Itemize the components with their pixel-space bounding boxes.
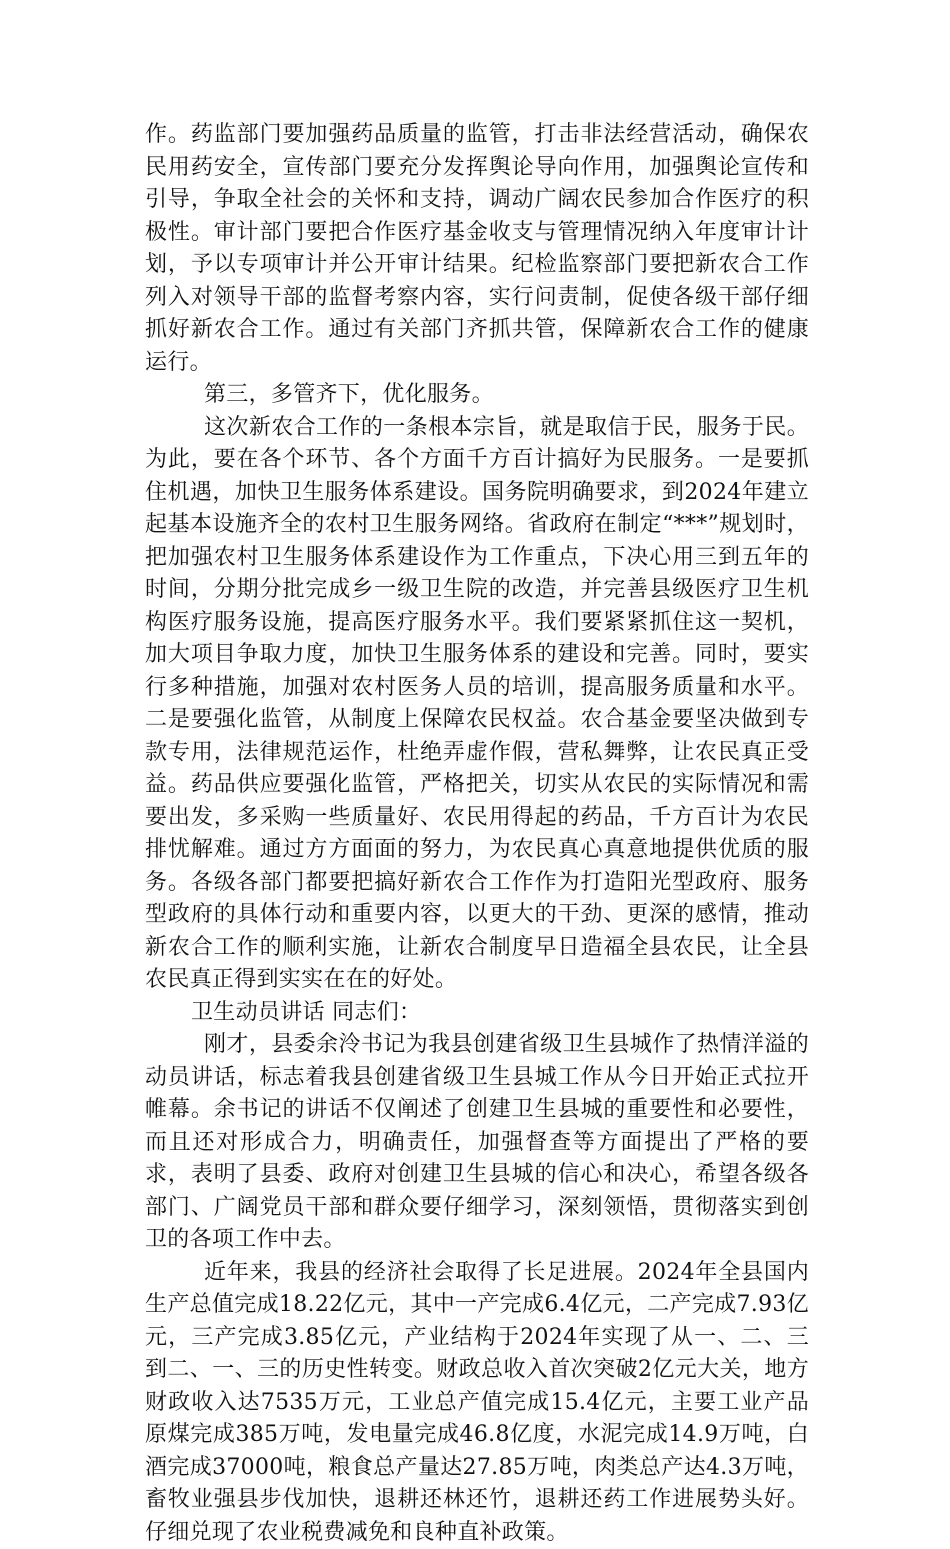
paragraph-speech-title: 卫生动员讲话 同志们： xyxy=(145,997,809,1030)
paragraph-service: 这次新农合工作的一条根本宗旨，就是取信于民，服务于民。为此，要在各个环节、各个方面千方百计搞好为民服务。一是要抓住机遇，加快卫生服务体系建设。国务院明确要求，到2024年建立起基本设施齐全的农村卫生服务网络。省政府在制定“***”规划时，把加强农村卫生服务体系建设作为工作重点，下决心用三到五年的时间，分期分批完成乡一级卫生院的改造，并完善县级医疗卫生机构医疗服务设施，提高医疗服务水平。我们要紧紧抓住这一契机，加大项目争取力度，加快卫生服务体系的建设和完善。同时，要实行多种措施，加强对农村医务人员的培训，提高服务质量和水平。二是要强化监管，从制度上保障农民权益。农合基金要坚决做到专款专用，法律规范运作，杜绝弄虚作假，营私舞弊，让农民真正受益。药品供应要强化监管，严格把关，切实从农民的实际情况和需要出发，多采购一些质量好、农民用得起的药品，千方百计为农民排忧解难。通过方方面面的努力，为农民真心真意地提供优质的服务。各级各部门都要把搞好新农合工作作为打造阳光型政府、服务型政府的具体行动和重要内容，以更大的干劲、更深的感情，推动新农合工作的顺利实施，让新农合制度早日造福全县农民，让全县农民真正得到实实在在的好处。 xyxy=(145,412,809,997)
paragraph-heading-third: 第三，多管齐下，优化服务。 xyxy=(145,379,809,412)
paragraph-mobilization: 刚才，县委余泠书记为我县创建省级卫生县城作了热情洋溢的动员讲话，标志着我县创建省级卫生县城工作从今日开始正式拉开帷幕。余书记的讲话不仅阐述了创建卫生县城的重要性和必要性，而且还对形成合力，明确责任，加强督查等方面提出了严格的要求，表明了县委、政府对创建卫生县城的信心和决心，希望各级各部门、广阔党员干部和群众要仔细学习，深刻领悟，贯彻落实到创卫的各项工作中去。 xyxy=(145,1029,809,1257)
paragraph-continuation: 作。药监部门要加强药品质量的监管，打击非法经营活动，确保农民用药安全，宣传部门要充分发挥舆论导向作用，加强舆论宣传和引导，争取全社会的关怀和支持，调动广阔农民参加合作医疗的积极性。审计部门要把合作医疗基金收支与管理情况纳入年度审计计划，予以专项审计并公开审计结果。纪检监察部门要把新农合工作列入对领导干部的监督考察内容，实行问责制，促使各级干部仔细抓好新农合工作。通过有关部门齐抓共管，保障新农合工作的健康运行。 xyxy=(145,119,809,379)
document-body xyxy=(145,119,809,1549)
paragraph-economy: 近年来，我县的经济社会取得了长足进展。2024年全县国内生产总值完成18.22亿元，其中一产完成6.4亿元，二产完成7.93亿元，三产完成3.85亿元，产业结构于2024年实现了从一、二、三到二、一、三的历史性转变。财政总收入首次突破2亿元大关，地方财政收入达7535万元，工业总产值完成15.4亿元，主要工业产品原煤完成385万吨，发电量完成46.8亿度，水泥完成14.9万吨，白酒完成37000吨，粮食总产量达27.85万吨，肉类总产达4.3万吨，畜牧业强县步伐加快，退耕还林还竹，退耕还药工作进展势头好。仔细兑现了农业税费减免和良种直补政策。 xyxy=(145,1257,809,1549)
